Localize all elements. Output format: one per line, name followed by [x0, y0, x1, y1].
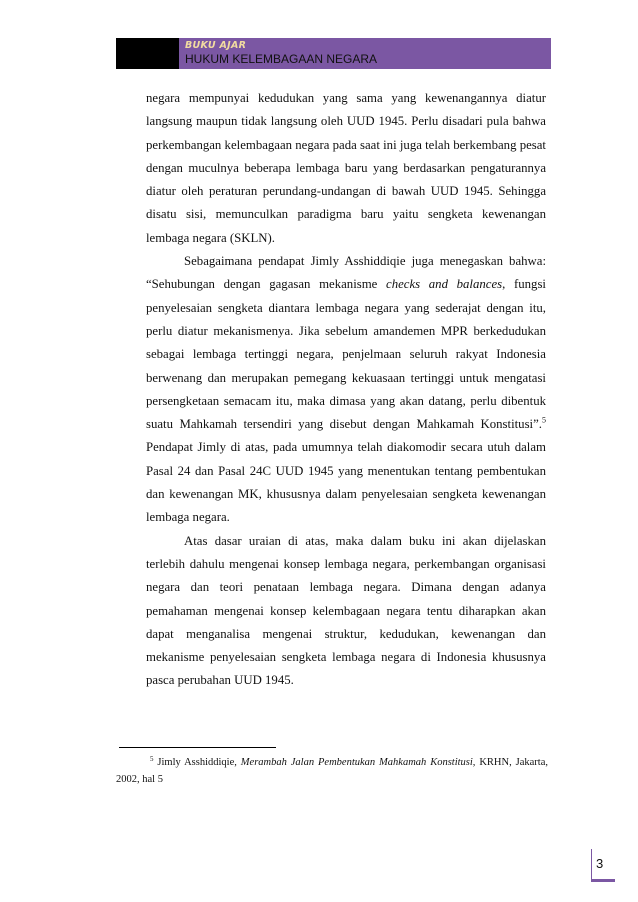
paragraph-2-text-a: Sebagaimana pendapat Jimly Asshiddiqie juga menegaskan bahwa: “Sehubungan dengan gagasan mekanisme	[146, 254, 546, 292]
footnote-author: Jimly Asshiddiqie,	[153, 757, 241, 768]
header-title: BUKU AJAR	[185, 40, 247, 51]
paragraph-2-text-b: , fungsi penyelesaian sengketa diantara lembaga negara yang sederajat dengan itu, perlu diatur mekanismenya. Jika sebelum amandemen MPR berkedudukan sebagai lembaga tertinggi negara, penjelmaan seluruh rakyat Indonesia berwenang dan merupakan pemegang kekuasaan tertinggi untuk mengatasi persengketaan semacam itu, maka dimasa yang akan datang, perlu dibentuk suatu Mahkamah tersendiri yang disebut dengan Mahkamah Konstitusi”.	[146, 277, 546, 432]
paragraph-2-text-c: Pendapat Jimly di atas, pada umumnya telah diakomodir secara utuh dalam Pasal 24 dan Pasal 24C UUD 1945 yang menentukan tentang pembentukan dan kewenangan MK, khususnya dalam penyelesaian sengketa kewenangan lembaga negara.	[146, 440, 546, 525]
paragraph-2-emphasis: checks and balances	[386, 277, 503, 292]
footnote-rest: KRHN, Jakarta, 2002, hal 5	[116, 757, 548, 785]
header-black-block	[116, 38, 179, 69]
footnote	[116, 754, 548, 788]
paragraph-1	[146, 87, 546, 250]
footnote-mark: 5	[150, 754, 154, 763]
paragraph-1-text: negara mempunyai kedudukan yang sama yang kewenangannya diatur langsung maupun tidak langsung oleh UUD 1945. Perlu disadari pula bahwa perkembangan kelembagaan negara pada saat ini juga telah berkembang pesat dengan muculnya beberapa lembaga baru yang berdasarkan pengaturannya diatur oleh peraturan perundang-undangan di bawah UUD 1945. Sehingga disatu sisi, memunculkan paradigma baru yaitu sengketa kewenangan lembaga negara (SKLN).	[146, 91, 546, 245]
paragraph-3-text: Atas dasar uraian di atas, maka dalam buku ini akan dijelaskan terlebih dahulu mengenai konsep lembaga negara, perkembangan organisasi negara dan teori penataan lembaga negara. Dimana dengan adanya pemahaman mengenai konsep kelembagaan negara tentu diharapkan akan dapat menganalisa mengenai struktur, kedudukan, kewenangan dan mekanisme penyelesaian sengketa lembaga negara di Indonesia khususnya pasca perubahan UUD 1945.	[146, 533, 546, 688]
header-subtitle: HUKUM KELEMBAGAAN NEGARA	[185, 52, 378, 66]
footnote-title: Merambah Jalan Pembentukan Mahkamah Konstitusi,	[240, 757, 476, 768]
footnote-separator	[119, 747, 276, 748]
body-text	[146, 87, 546, 693]
page-number: 3	[596, 856, 604, 871]
footnote-reference[interactable]: 5	[542, 415, 546, 425]
paragraph-3	[146, 530, 546, 693]
paragraph-2	[146, 250, 546, 530]
